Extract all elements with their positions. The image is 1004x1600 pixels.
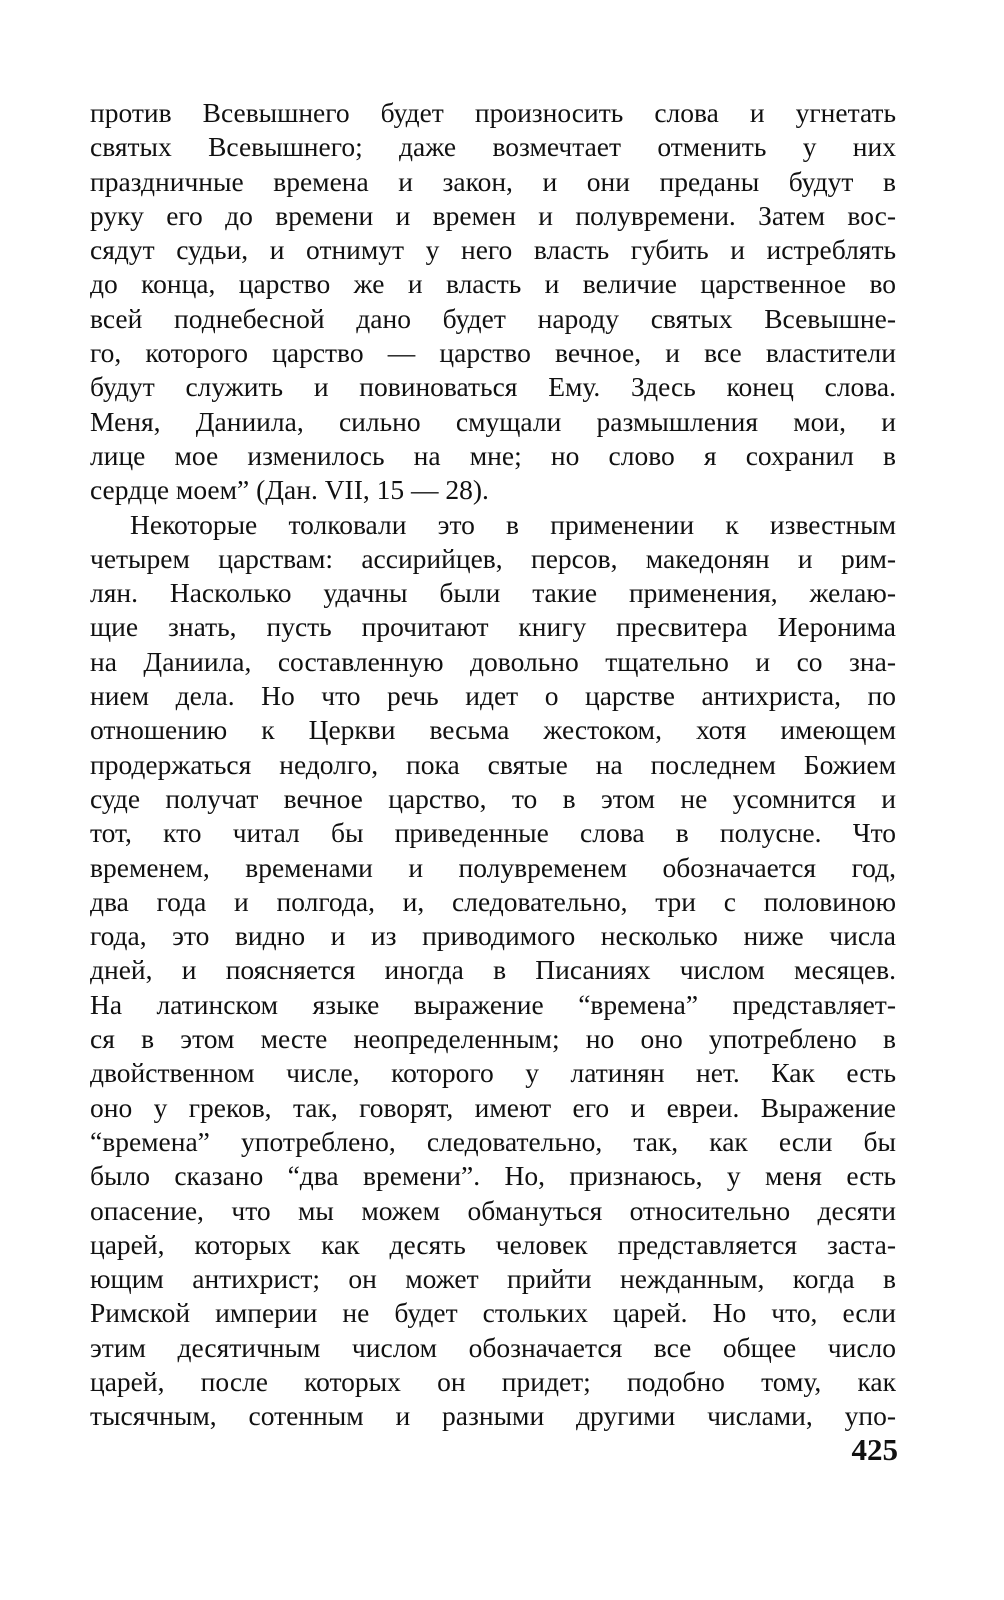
text-line: “времена” употреблено, следовательно, так, как если бы xyxy=(90,1125,896,1157)
paragraph-1 xyxy=(90,96,896,508)
text-line: Некоторые толковали это в применении к известным xyxy=(130,508,896,540)
text-line: года, это видно и из приводимого несколько ниже числа xyxy=(90,920,896,952)
text-line: опасение, что мы можем обмануться относительно десяти xyxy=(90,1194,896,1226)
text-line: святых Всевышнего; даже возмечтает отменить у них xyxy=(90,131,896,163)
text-line: нием дела. Но что речь идет о царстве антихриста, по xyxy=(90,680,896,712)
text-line: го, которого царство — царство вечное, и все властители xyxy=(90,337,896,369)
text-line: царей, после которых он придет; подобно тому, как xyxy=(90,1365,896,1397)
text-line: продержаться недолго, пока святые на последнем Божием xyxy=(90,748,896,780)
text-line: временем, временами и полувременем обозначается год, xyxy=(90,851,896,883)
text-line: всей поднебесной дано будет народу святых Всевышне- xyxy=(90,302,896,334)
text-line: тысячным, сотенным и разными другими числами, упо- xyxy=(90,1400,896,1432)
text-line: праздничные времена и закон, и они преданы будут в xyxy=(90,165,896,197)
text-line: Меня, Даниила, сильно смущали размышления мои, и xyxy=(90,405,896,437)
text-line: дней, и поясняется иногда в Писаниях числом месяцев. xyxy=(90,954,896,986)
text-line: Римской империи не будет стольких царей. Но что, если xyxy=(90,1297,896,1329)
text-line: два года и полгода, и, следовательно, три с половиною xyxy=(90,885,896,917)
text-line: сядут судьи, и отнимут у него власть губить и истреблять xyxy=(90,234,896,266)
text-line: было сказано “два времени”. Но, признаюсь, у меня есть xyxy=(90,1160,896,1192)
text-line: суде получат вечное царство, то в этом не усомнится и xyxy=(90,782,896,814)
page-number: 425 xyxy=(851,1432,898,1467)
text-line: этим десятичным числом обозначается все общее число xyxy=(90,1331,896,1363)
text-line: руку его до времени и времен и полувремени. Затем вос- xyxy=(90,199,896,231)
text-line: против Всевышнего будет произносить слова и угнетать xyxy=(90,97,896,128)
text-line: царей, которых как десять человек представляется заста- xyxy=(90,1228,896,1260)
text-line: двойственном числе, которого у латинян нет. Как есть xyxy=(90,1057,896,1089)
text-line: оно у греков, так, говорят, имеют его и евреи. Выражение xyxy=(90,1091,896,1123)
paragraph-2 xyxy=(90,508,896,1434)
text-line: отношению к Церкви весьма жестоком, хотя имеющем xyxy=(90,714,896,746)
text-line: будут служить и повиноваться Ему. Здесь конец слова. xyxy=(90,371,896,403)
text-line: до конца, царство же и власть и величие царственное во xyxy=(90,268,896,300)
text-line: на Даниила, составленную довольно тщательно и со зна- xyxy=(90,645,896,677)
text-line: сердце моем” (Дан. VII, 15 — 28). xyxy=(90,474,489,506)
body-text xyxy=(90,96,896,1434)
text-line: ющим антихрист; он может прийти нежданным, когда в xyxy=(90,1263,896,1295)
text-line: четырем царствам: ассирийцев, персов, македонян и рим- xyxy=(90,542,896,574)
text-line: ся в этом месте неопределенным; но оно употреблено в xyxy=(90,1023,896,1055)
text-line: щие знать, пусть прочитают книгу пресвитера Иеронима xyxy=(90,611,896,643)
text-line: тот, кто читал бы приведенные слова в полусне. Что xyxy=(90,817,896,849)
text-line: лице мое изменилось на мне; но слово я сохранил в xyxy=(90,439,896,471)
text-line: На латинском языке выражение “времена” представляет- xyxy=(90,988,896,1020)
text-line: лян. Насколько удачны были такие применения, желаю- xyxy=(90,577,896,609)
